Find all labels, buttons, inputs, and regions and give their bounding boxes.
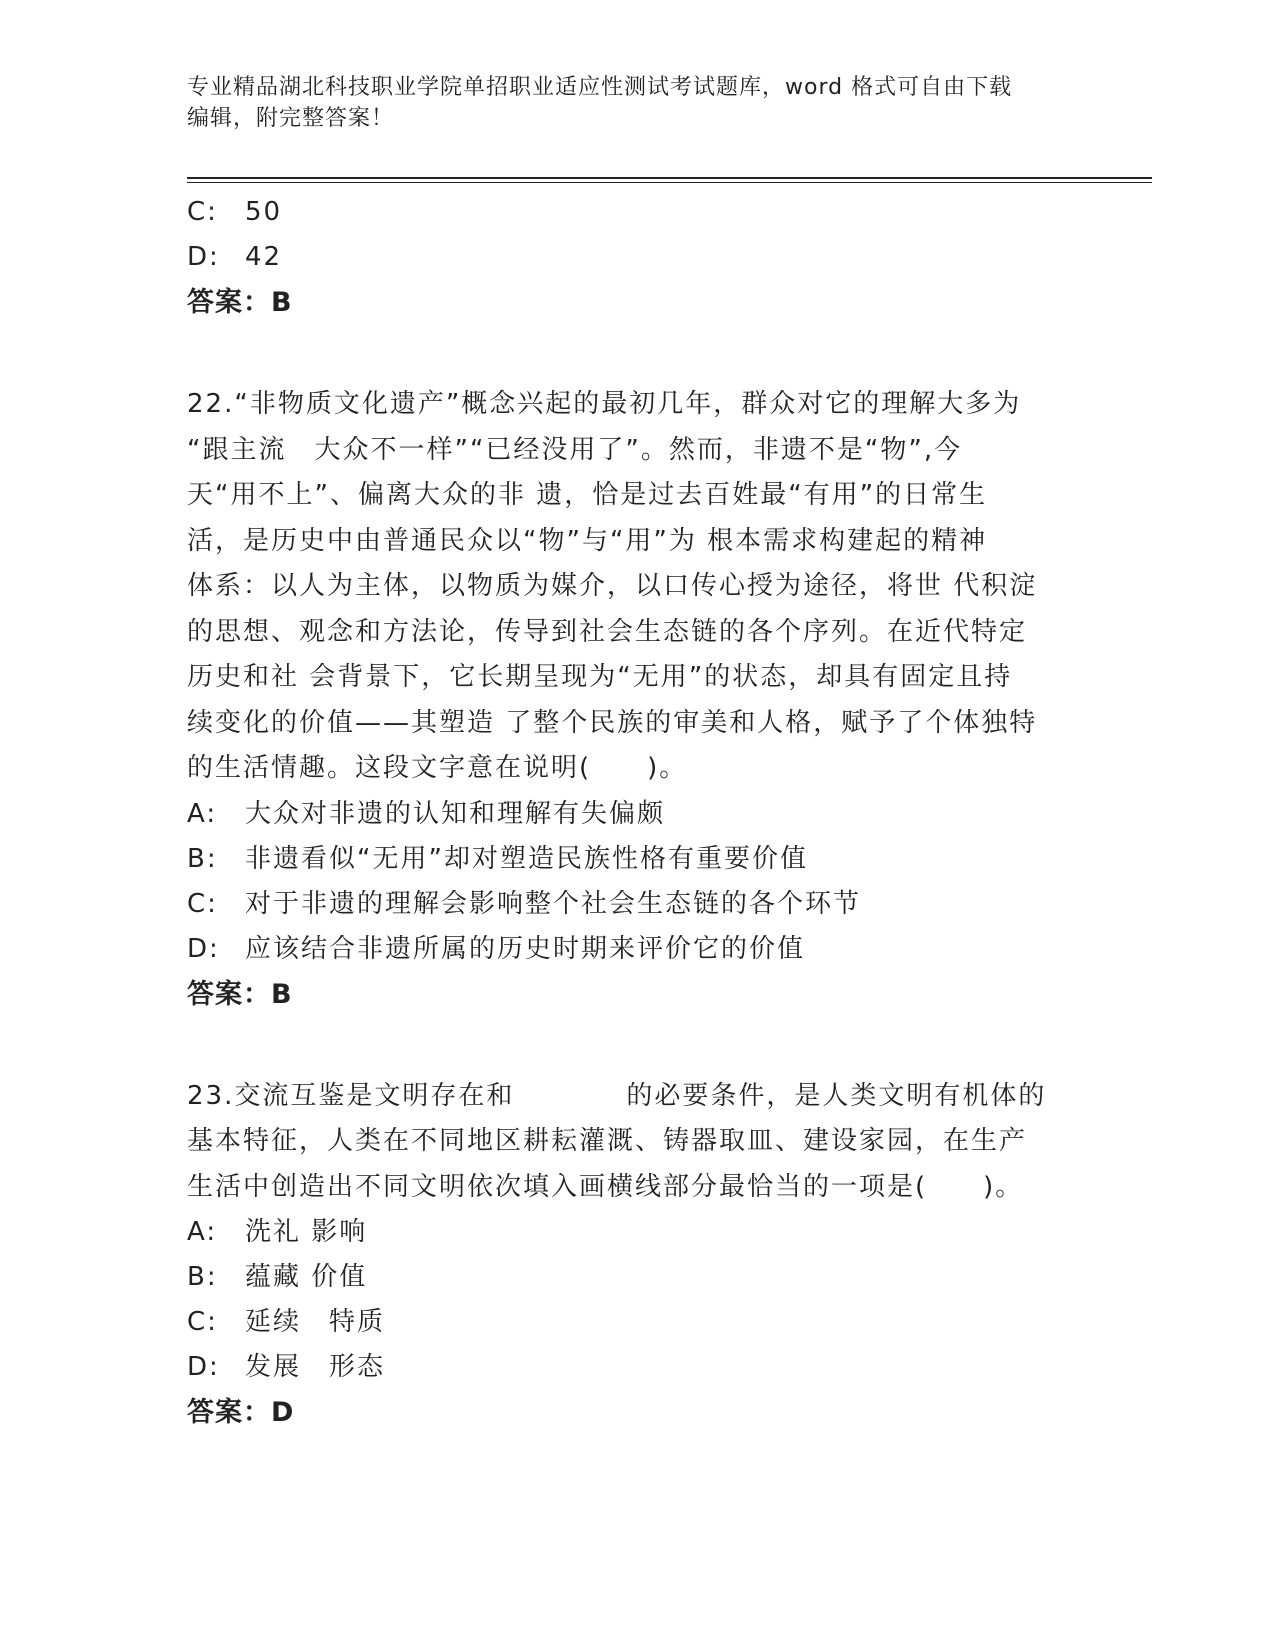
option-text: 发展 形态 xyxy=(245,1352,386,1382)
header-line-2: 编辑，附完整答案！ xyxy=(187,106,395,131)
stem-line: 23.交流互鉴是文明存在和 的必要条件，是人类文明有机体的 xyxy=(187,1080,1047,1111)
question-21-tail xyxy=(187,190,1077,325)
stem-line: 的思想、观念和方法论，传导到社会生态链的各个序列。在近代特定 xyxy=(187,616,1028,647)
stem-line: 历史和社 会背景下，它长期呈现为“无用”的状态，却具有固定且持 xyxy=(187,662,1013,692)
option-text: 延续 特质 xyxy=(245,1307,386,1337)
option-text: 洗礼 影响 xyxy=(245,1217,368,1247)
question-22 xyxy=(187,382,1077,1017)
document-header xyxy=(187,72,1087,134)
option-text: 42 xyxy=(245,242,283,272)
option-text: 非遗看似“无用”却对塑造民族性格有重要价值 xyxy=(245,843,808,874)
stem-line: 天“用不上”、偏离大众的非 遗，恰是过去百姓最“有用”的日常生 xyxy=(187,480,988,510)
option-letter: D: xyxy=(187,1352,220,1382)
question-stem xyxy=(187,382,1077,792)
stem-line: 续变化的价值——其塑造 了整个民族的审美和人格，赋予了个体独特 xyxy=(187,707,1038,738)
option-a xyxy=(187,1210,1077,1255)
option-letter: C: xyxy=(187,888,218,919)
option-d xyxy=(187,927,1077,972)
answer-line: 答案：B xyxy=(187,287,293,318)
question-23 xyxy=(187,1074,1077,1436)
stem-line: 生活中创造出不同文明依次填入画横线部分最恰当的一项是( )。 xyxy=(187,1171,1024,1202)
option-text: 蕴藏 价值 xyxy=(245,1262,368,1292)
option-b xyxy=(187,1255,1077,1300)
option-letter: C: xyxy=(187,1307,218,1337)
option-text: 对于非遗的理解会影响整个社会生态链的各个环节 xyxy=(245,888,862,919)
answer-line: 答案：D xyxy=(187,1397,295,1428)
option-c xyxy=(187,1300,1077,1345)
option-d xyxy=(187,1345,1077,1390)
stem-line: 体系：以人为主体，以物质为媒介，以口传心授为途径，将世 代积淀 xyxy=(187,571,1038,601)
answer-line: 答案：B xyxy=(187,978,293,1010)
option-letter: B: xyxy=(187,843,218,874)
header-divider-thick xyxy=(187,177,1152,179)
option-c xyxy=(187,882,1077,927)
option-letter: D: xyxy=(187,933,220,964)
option-letter: A: xyxy=(187,798,218,829)
option-letter: C: xyxy=(187,197,218,227)
option-letter: B: xyxy=(187,1262,218,1292)
header-divider-thin xyxy=(187,182,1152,183)
option-b xyxy=(187,837,1077,882)
option-text: 50 xyxy=(245,197,283,227)
stem-line: 的生活情趣。这段文字意在说明( )。 xyxy=(187,753,688,783)
stem-line: 活，是历史中由普通民众以“物”与“用”为 根本需求构建起的精神 xyxy=(187,525,988,556)
stem-line: 基本特征，人类在不同地区耕耘灌溉、铸器取皿、建设家园，在生产 xyxy=(187,1126,1028,1156)
stem-line: “跟主流 大众不一样”“已经没用了”。然而，非遗不是“物”,今 xyxy=(187,434,963,465)
option-letter: D: xyxy=(187,242,220,272)
header-line-1: 专业精品湖北科技职业学院单招职业适应性测试考试题库，word 格式可自由下载 xyxy=(187,75,1013,100)
option-text: 应该结合非遗所属的历史时期来评价它的价值 xyxy=(245,933,806,964)
option-d xyxy=(187,235,1077,280)
document-body xyxy=(187,190,1077,1435)
option-text: 大众对非遗的认知和理解有失偏颇 xyxy=(245,798,666,829)
option-c xyxy=(187,190,1077,235)
option-letter: A: xyxy=(187,1217,218,1247)
question-stem xyxy=(187,1074,1077,1211)
stem-line: 22.“非物质文化遗产”概念兴起的最初几年，群众对它的理解大多为 xyxy=(187,389,1022,419)
option-a xyxy=(187,792,1077,837)
